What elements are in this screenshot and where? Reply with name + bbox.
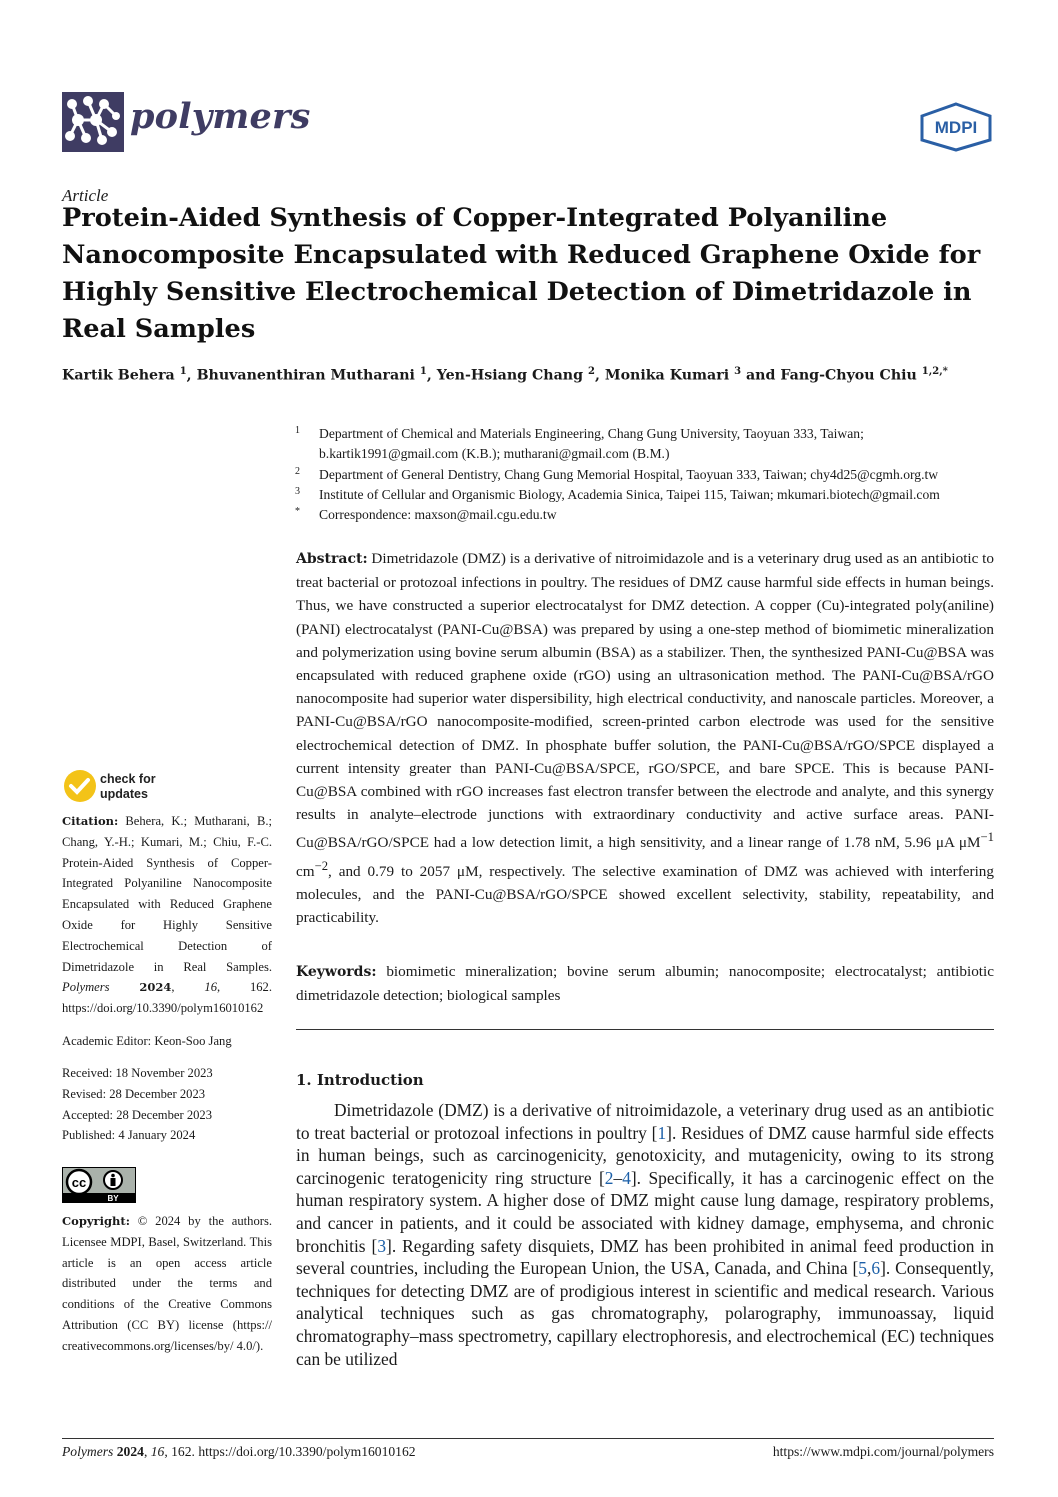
polymers-logo-icon — [62, 92, 124, 152]
affiliation-number: 1 — [295, 425, 300, 436]
mdpi-logo-text: MDPI — [934, 118, 978, 137]
affiliation-text: Department of Chemical and Materials Engineering, Chang Gung University, Taoyuan 333, Taiwan; — [319, 426, 864, 441]
footer-volume: 16 — [150, 1444, 165, 1459]
affiliation-text: Department of General Dentistry, Chang Gung Memorial Hospital, Taoyuan 333, Taiwan; chy4d25@cgmh.org.tw — [319, 467, 939, 482]
abstract-label: Abstract: — [296, 551, 368, 567]
author-separator: , — [426, 367, 437, 384]
citation-volume: 16 — [204, 980, 217, 995]
section-divider — [296, 1029, 994, 1030]
article-title: Protein-Aided Synthesis of Copper-Integrated Polyaniline Nanocomposite Encapsulated with Reduced Graphene Oxide for Highly Sensitive Electrochemical Detection of Dimetridazole in Real Samples — [62, 203, 981, 344]
publication-date: Revised: 28 December 2023 — [62, 1086, 206, 1101]
publication-date: Published: 4 January 2024 — [62, 1128, 196, 1143]
reference-link[interactable]: 1 — [657, 1122, 667, 1143]
author-list — [62, 366, 948, 384]
copyright-block — [62, 1211, 272, 1357]
author-affiliation-sup: 1 — [419, 366, 427, 377]
publication-date: Accepted: 28 December 2023 — [62, 1107, 213, 1122]
citation-doi[interactable]: , 162. https://doi.org/10.3390/polym16010162 — [62, 980, 272, 1016]
affiliation-text: b.kartik1991@gmail.com (K.B.); mutharani@gmail.com (B.M.) — [319, 446, 670, 461]
author-affiliation-sup: 1 — [179, 366, 187, 377]
reference-link[interactable]: 5 — [858, 1258, 867, 1279]
author-separator: and — [741, 367, 781, 384]
reference-link[interactable]: 4 — [622, 1167, 631, 1188]
footer-citation: Polymers 2024, 16, 162. https://doi.org/10.3390/polym16010162 — [62, 1444, 416, 1459]
footer-journal: Polymers — [62, 1444, 114, 1459]
abstract-text-3: , and 0.79 to 2057 μM, respectively. The selective examination of DMZ was achieved with interfering molecules, and the PANI-Cu@BSA/rGO/SPCE showed excellent selectivity, stability, repeatability, and practicability. — [296, 862, 994, 927]
copyright-label: Copyright: — [62, 1214, 130, 1228]
footer-journal-url[interactable]: https://www.mdpi.com/journal/polymers — [772, 1444, 994, 1459]
intro-text: Dimetridazole (DMZ) is a derivative of nitroimidazole, a veterinary drug used as an antibiotic to treat bacterial or protozoal infections in poultry [ — [296, 1100, 994, 1143]
author-affiliation-sup: 1,2,* — [921, 366, 948, 377]
intro-text: ]. Consequently, techniques for detecting DMZ are of prodigious interest in scientific and medical research. Various analytical techniques such as gas chromatography, polarography, immunoassay, liquid chromatography–mass spectrometry, capillary electrophoresis, and electrochemical (EC) techniques can be utilized — [296, 1258, 994, 1369]
check-for-updates-badge[interactable] — [62, 768, 182, 804]
intro-text: ]. Residues of DMZ cause harmful side effects in human beings, such as carcinogenicity, genotoxicity, and mutagenicity, owing to its strong carcinogenic teratogenicity ring structure [ — [296, 1122, 994, 1188]
journal-name: polymers — [130, 96, 311, 137]
cc-by-text: BY — [107, 1194, 119, 1203]
introduction-paragraph — [296, 1099, 994, 1370]
abstract-sup-2: −2 — [314, 858, 329, 873]
footer-divider — [62, 1438, 994, 1439]
abstract-text-1: Dimetridazole (DMZ) is a derivative of nitroimidazole and is a veterinary drug used as an antibiotic to treat bacterial or protozoal infections in poultry. The residues of DMZ cause harmful side effects in human beings. Thus, we have constructed a superior electrocatalyst for DMZ detection. A copper (Cu)-integrated poly(aniline) (PANI) electrocatalyst (PANI-Cu@BSA) was prepared by using a one-step method of biomimetic mineralization and polymerization using bovine serum albumin (BSA) as a stabilizer. Then, the synthesized PANI-Cu@BSA was encapsulated with reduced graphene oxide (rGO) using an ultrasonication method. The PANI-Cu@BSA/rGO nanocomposite had superior water dispersibility, high electrical conductivity, and nanoscale particles. Moreover, a PANI-Cu@BSA/rGO nanocomposite-modified, screen-printed carbon electrode was used for the sensitive electrochemical detection of DMZ. In phosphate buffer solution, the PANI-Cu@BSA/rGO/SPCE displayed a current intensity greater than PANI-Cu@BSA/SPCE, rGO/SPCE, and bare SPCE. This is because PANI-Cu@BSA combined with rGO increases fast electron transfer between the electrode and analyte, and this synergy results in analyte–electrode junctions with extraordinary conductivity and active surface areas. PANI-Cu@BSA/rGO/SPCE had a low detection limit, a high sensitivity, and a linear range of 1.78 nM, 5.96 μA μM — [296, 550, 994, 852]
publication-date: Received: 18 November 2023 — [62, 1066, 213, 1080]
affiliation-number: * — [295, 506, 300, 517]
keywords-label: Keywords: — [296, 964, 377, 980]
academic-editor: Academic Editor: Keon-Soo Jang — [62, 1034, 232, 1048]
author-name: Fang-Chyou Chiu — [780, 367, 917, 384]
author-affiliation-sup: 2 — [588, 366, 595, 377]
intro-text: , — [867, 1258, 872, 1279]
section-heading-introduction: 1. Introduction — [296, 1071, 424, 1089]
footer-doi-link[interactable]: , 162. https://doi.org/10.3390/polym16010162 — [164, 1444, 416, 1459]
author-separator: , — [186, 367, 197, 384]
keywords — [296, 960, 994, 1007]
affiliation-number: 2 — [295, 466, 300, 477]
keywords-text: biomimetic mineralization; bovine serum albumin; nanocomposite; electrocatalyst; antibiotic dimetridazole detection; biological samples — [296, 963, 994, 1005]
reference-link[interactable]: 2 — [604, 1167, 614, 1188]
author-affiliation-sup: 3 — [734, 366, 742, 377]
intro-text: ]. Regarding safety disquiets, DMZ has been prohibited in animal feed production in several countries, including the European Union, the USA, Canada, and China [ — [296, 1235, 994, 1279]
affiliation-number: 3 — [295, 486, 300, 497]
abstract-text-2: cm — [296, 862, 315, 880]
affiliation-text: Correspondence: maxson@mail.cgu.edu.tw — [319, 507, 557, 522]
citation-year: 2024 — [139, 980, 172, 995]
reference-link[interactable]: 6 — [871, 1258, 881, 1279]
mdpi-logo-icon — [918, 102, 994, 152]
citation-text: Behera, K.; Mutharani, B.; Chang, Y.-H.; Kumari, M.; Chiu, F.-C. Protein-Aided Synthesis of Copper-Integrated Polyaniline Nanocomposite Encapsulated with Reduced Graphene Oxide for Highly Sensitive Electrochemical Detection of Dimetridazole in Real Samples. — [62, 814, 272, 974]
author-name: Kartik Behera — [62, 367, 175, 384]
copyright-text: © 2024 by the authors. Licensee MDPI, Basel, Switzerland. This article is an open access article distributed under the terms and conditions of the Creative Commons Attribution (CC BY) license (https:// creativecommons.org/licenses/by/ 4.0/). — [62, 1214, 272, 1353]
author-name: Monika Kumari — [604, 367, 730, 384]
abstract — [296, 547, 994, 929]
author-separator: , — [594, 367, 605, 384]
publication-dates — [62, 1063, 272, 1146]
author-name: Yen-Hsiang Chang — [436, 367, 584, 384]
abstract-sup-1: −1 — [980, 830, 994, 845]
reference-link[interactable]: 3 — [377, 1235, 387, 1256]
author-name: Bhuvanenthiran Mutharani — [196, 367, 415, 384]
footer-year: 2024 — [116, 1444, 144, 1459]
citation-journal: Polymers — [62, 980, 110, 995]
affiliation-text: Institute of Cellular and Organismic Biology, Academia Sinica, Taipei 115, Taiwan; mkumari.biotech@gmail.com — [319, 487, 940, 502]
intro-text: ]. Specifically, it has a carcinogenic effect on the human respiratory system. A higher dose of DMZ might cause lung damage, respiratory problems, and cancer in patients, and it could be associated with kidney damage, emphysema, and chronic bronchitis [ — [296, 1167, 994, 1256]
article-type: Article — [62, 186, 109, 205]
check-updates-line1: check for — [100, 772, 156, 786]
citation-block: Citation: Behera, K.; Mutharani, B.; Chang, Y.-H.; Kumari, M.; Chiu, F.-C. Protein-Aided Synthesis of Copper-Integrated Polyaniline Nanocomposite Encapsulated with Reduced Graphene Oxide for Highly Sensitive Electrochemical Detection of Dimetridazole in Real Samples. Polymers 2024, 16, 162. https://doi.org/10.3390/polym16010162 — [62, 814, 272, 1016]
intro-text: – — [613, 1167, 623, 1188]
check-updates-line2: updates — [100, 787, 148, 801]
citation-label: Citation: — [62, 814, 119, 828]
cc-by-license-icon[interactable] — [62, 1167, 136, 1203]
cc-text: cc — [71, 1175, 87, 1190]
